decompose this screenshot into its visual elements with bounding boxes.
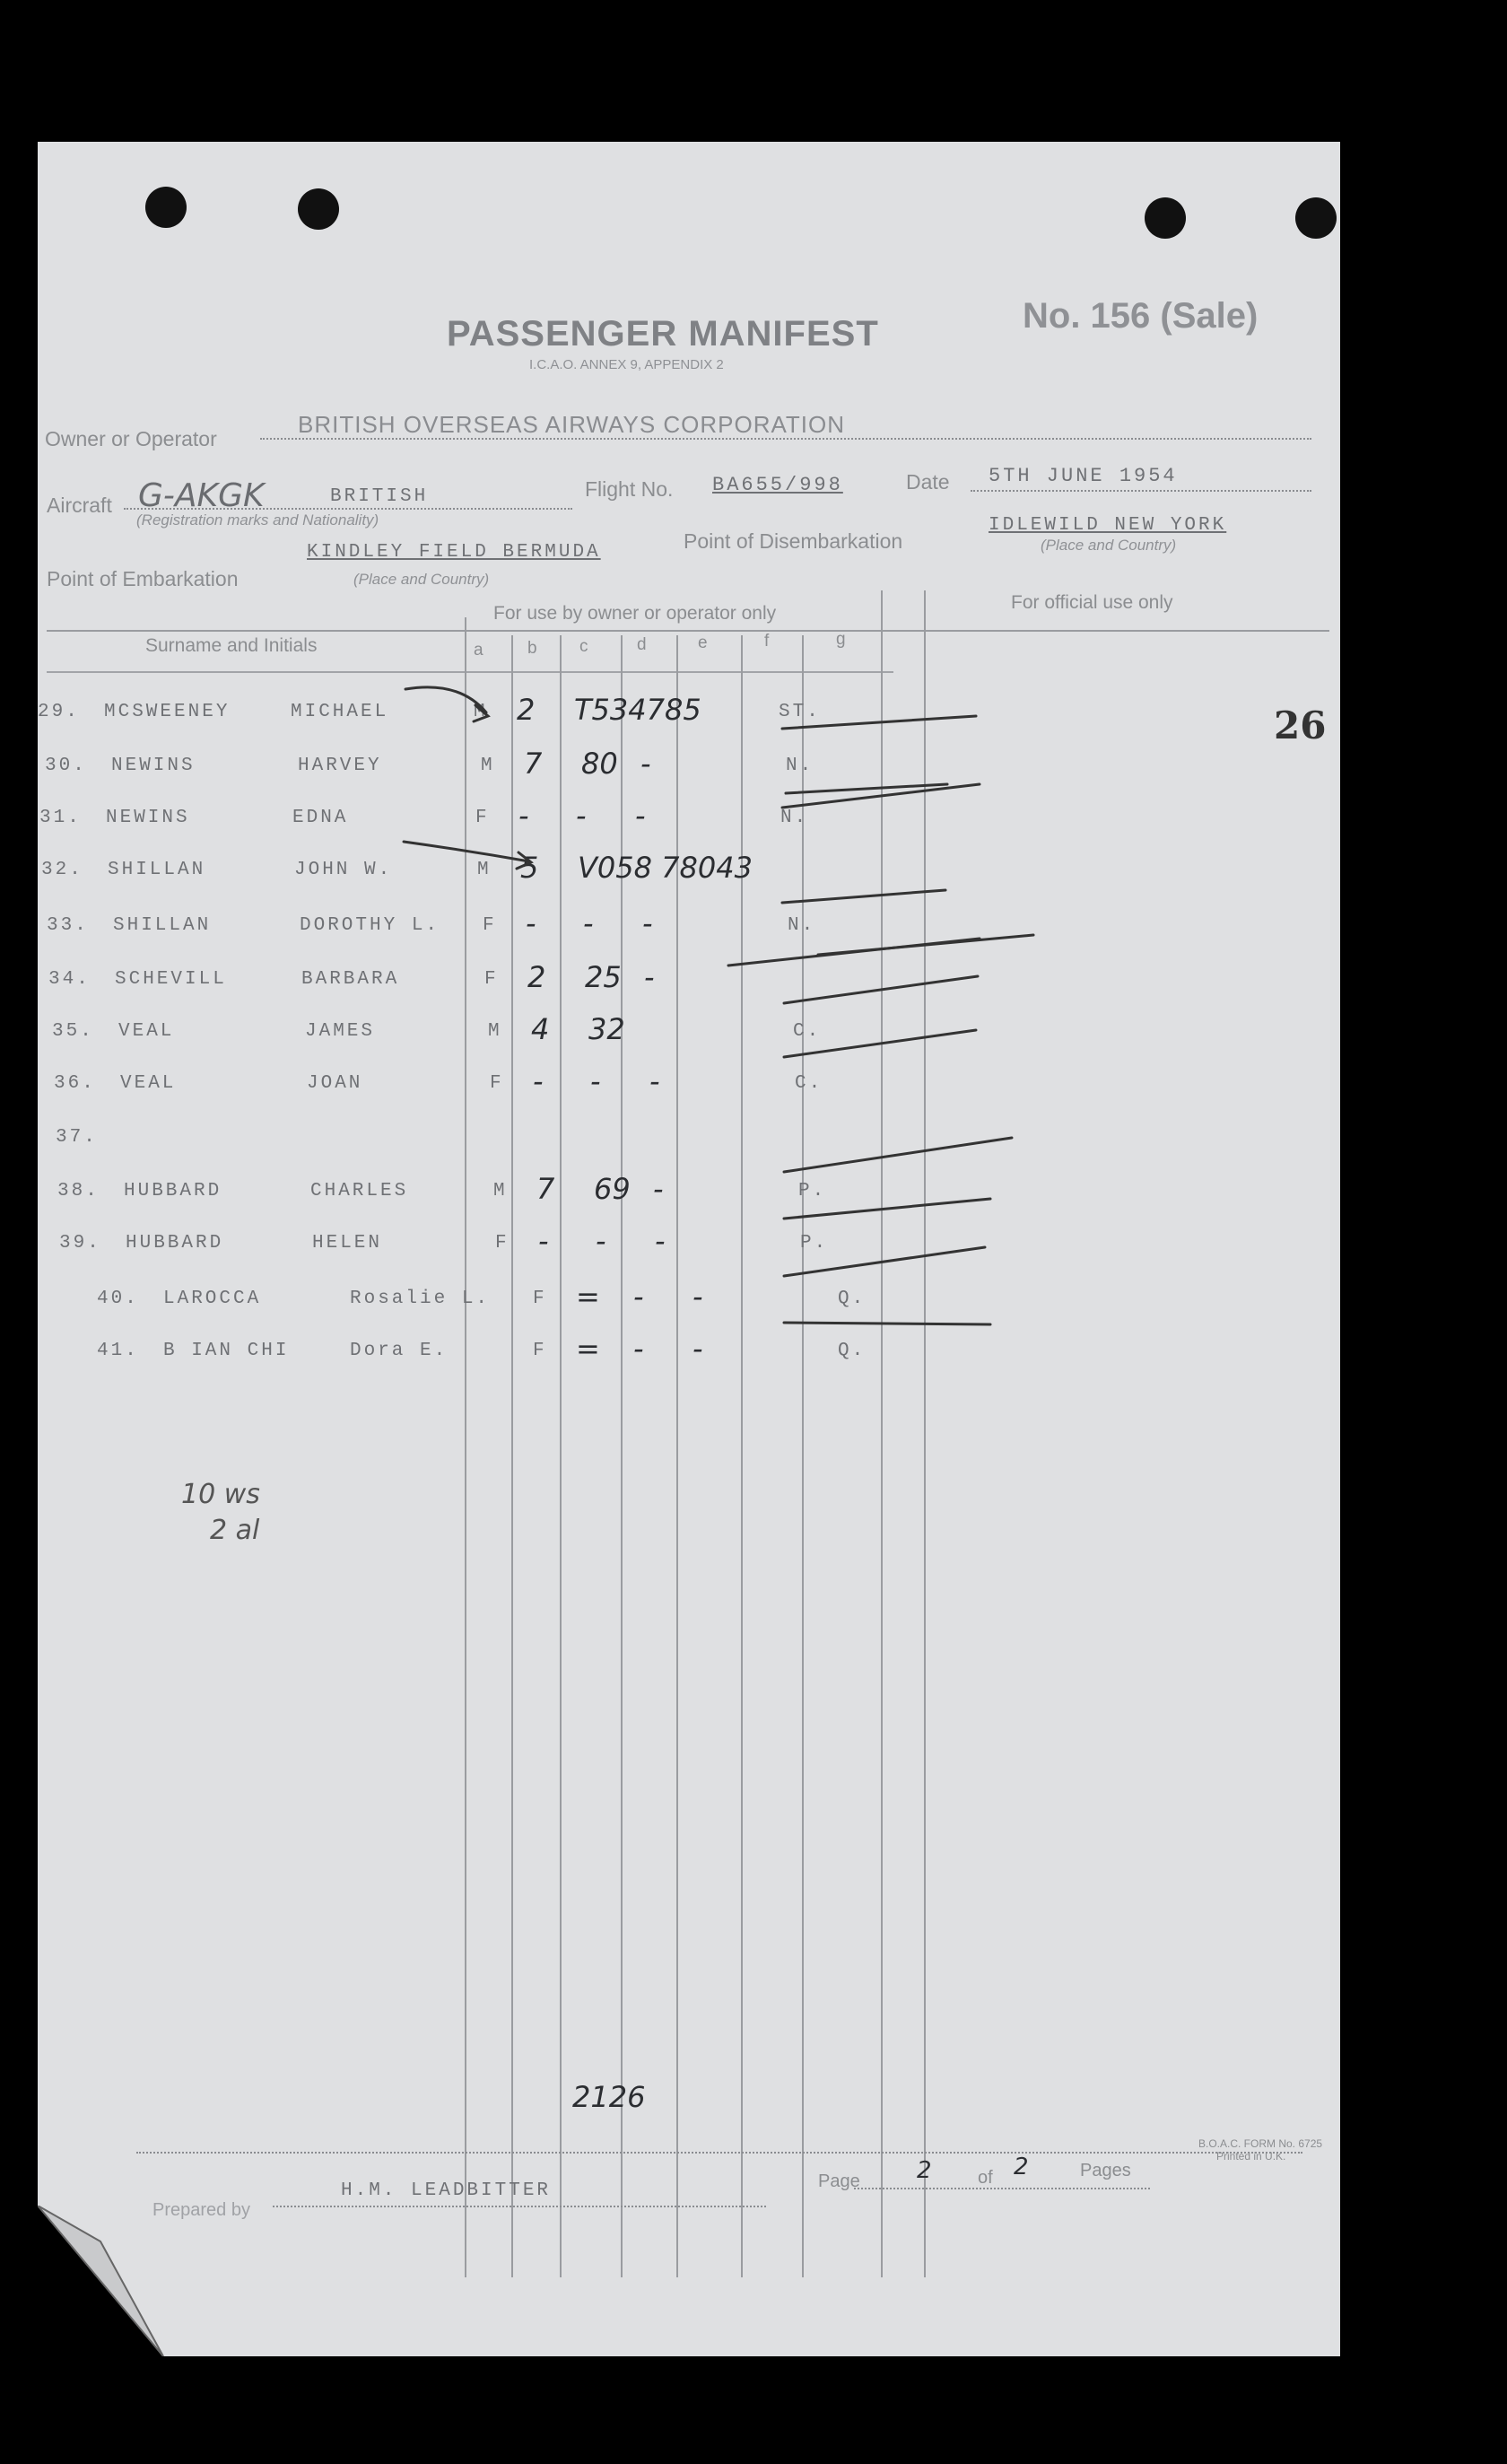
col-b: b: [527, 639, 537, 658]
handwritten-strikes: [38, 142, 1340, 2356]
prepared-label: Prepared by: [152, 2200, 250, 2220]
column-g-value: N.: [786, 756, 814, 776]
passenger-surname: MCSWEENEY: [104, 702, 231, 722]
disembark-label: Point of Disembarkation: [684, 529, 903, 553]
col-g: g: [836, 630, 846, 649]
passenger-given-name: BARBARA: [301, 969, 400, 990]
column-g-value: P.: [798, 1181, 827, 1201]
row-number: 32.: [41, 860, 83, 880]
row-number: 41.: [97, 1341, 139, 1361]
aircraft-caption: (Registration marks and Nationality): [136, 511, 379, 529]
page-line: [854, 2188, 1150, 2189]
embark-label: Point of Embarkation: [47, 567, 239, 590]
row-number: 30.: [45, 756, 87, 776]
passenger-sex: F: [483, 915, 497, 936]
column-c-value: T534785: [574, 693, 701, 727]
column-b-value: =: [576, 1332, 600, 1366]
page-label: Page: [818, 2171, 860, 2191]
column-c-value: -: [633, 1280, 644, 1314]
passenger-given-name: MICHAEL: [291, 702, 389, 722]
row-number: 40.: [97, 1289, 139, 1309]
column-c-value: 25: [585, 960, 622, 994]
passenger-sex: M: [477, 860, 492, 880]
column-d-value: -: [649, 1064, 660, 1098]
passenger-surname: B IAN CHI: [163, 1341, 290, 1361]
column-b-value: 2: [517, 693, 536, 727]
column-g-value: C.: [795, 1073, 823, 1094]
column-g-value: Q.: [838, 1289, 867, 1309]
column-b-value: 4: [531, 1012, 550, 1046]
column-c-value: -: [596, 1224, 606, 1258]
form-number: No. 156 (Sale): [1023, 296, 1259, 336]
passenger-surname: SHILLAN: [108, 860, 206, 880]
passenger-given-name: CHARLES: [310, 1181, 409, 1201]
surname-header: Surname and Initials: [145, 635, 318, 656]
column-d-value: -: [640, 747, 651, 781]
column-g-value: N.: [780, 808, 809, 828]
page-number-stamp: 26: [1274, 703, 1327, 747]
disembark-caption: (Place and Country): [1041, 537, 1177, 554]
passenger-surname: SCHEVILL: [115, 969, 227, 990]
column-d-value: -: [644, 960, 655, 994]
col-a: a: [474, 641, 483, 660]
disembark-value: IDLEWILD NEW YORK: [989, 515, 1227, 536]
row-number: 34.: [48, 969, 91, 990]
column-c-value: 80: [581, 747, 618, 781]
column-g-value: N.: [788, 915, 816, 936]
flight-label: Flight No.: [585, 477, 674, 501]
column-d-value: -: [693, 1280, 703, 1314]
column-b-value: -: [538, 1224, 549, 1258]
owner-label: Owner or Operator: [45, 427, 217, 450]
date-label: Date: [906, 470, 950, 494]
column-g-value: Q.: [838, 1341, 867, 1361]
column-b-value: 7: [524, 747, 543, 781]
passenger-given-name: HELEN: [312, 1233, 383, 1254]
row-number: 35.: [52, 1021, 94, 1042]
row-number: 37.: [56, 1127, 98, 1148]
embark-value: KINDLEY FIELD BERMUDA: [307, 542, 601, 563]
manifest-sheet: [38, 142, 1340, 2356]
row-number: 36.: [54, 1073, 96, 1094]
passenger-given-name: EDNA: [292, 808, 349, 828]
passenger-sex: F: [490, 1073, 504, 1094]
row-number: 38.: [57, 1181, 100, 1201]
column-d-value: -: [642, 906, 653, 940]
column-b-value: -: [518, 799, 529, 833]
passenger-surname: SHILLAN: [113, 915, 212, 936]
column-c-value: 69: [594, 1172, 631, 1206]
passenger-given-name: HARVEY: [298, 756, 382, 776]
passenger-sex: F: [533, 1341, 547, 1361]
passenger-sex: M: [493, 1181, 508, 1201]
passenger-given-name: Dora E.: [350, 1341, 449, 1361]
aircraft-label: Aircraft: [47, 494, 112, 517]
of-value: 2: [1014, 2154, 1029, 2180]
column-d-value: -: [653, 1172, 664, 1206]
column-g-value: C.: [793, 1021, 822, 1042]
column-c-value: V058 78043: [578, 851, 753, 885]
form-subtitle: I.C.A.O. ANNEX 9, APPENDIX 2: [529, 357, 724, 372]
passenger-surname: HUBBARD: [124, 1181, 222, 1201]
prepared-line: [273, 2206, 766, 2207]
col-f: f: [764, 632, 770, 651]
folded-corner: [38, 2206, 199, 2356]
column-g-value: P.: [800, 1233, 829, 1254]
tally-note-2: 2 al: [210, 1515, 260, 1546]
passenger-given-name: JAMES: [305, 1021, 376, 1042]
column-d-value: -: [655, 1224, 666, 1258]
col-d: d: [637, 635, 647, 654]
passenger-given-name: JOHN W.: [294, 860, 393, 880]
passenger-given-name: DOROTHY L.: [300, 915, 440, 936]
column-b-value: 2: [527, 960, 546, 994]
passenger-given-name: Rosalie L.: [350, 1289, 491, 1309]
passenger-surname: VEAL: [120, 1073, 177, 1094]
column-b-value: -: [533, 1064, 544, 1098]
passenger-sex: F: [495, 1233, 510, 1254]
column-g-value: ST.: [779, 702, 821, 722]
form-title: PASSENGER MANIFEST: [447, 314, 879, 354]
passenger-sex: F: [484, 969, 499, 990]
page-value: 2: [917, 2157, 932, 2184]
column-d-value: -: [693, 1332, 703, 1366]
embark-caption: (Place and Country): [353, 571, 490, 588]
owner-use-label: For use by owner or operator only: [493, 603, 777, 624]
column-b-value: 5: [520, 851, 539, 885]
flight-value: BA655/998: [712, 474, 843, 496]
row-number: 39.: [59, 1233, 101, 1254]
column-c-value: -: [576, 799, 587, 833]
date-value: 5TH JUNE 1954: [989, 465, 1178, 487]
tally-note-1: 10 ws: [181, 1479, 260, 1510]
passenger-surname: NEWINS: [106, 808, 190, 828]
of-label: of: [978, 2168, 993, 2188]
passenger-surname: HUBBARD: [126, 1233, 224, 1254]
row-number: 31.: [39, 808, 82, 828]
column-d-value: -: [635, 799, 646, 833]
passenger-sex: M: [481, 756, 495, 776]
printed-in: Printed in U.K.: [1216, 2150, 1286, 2163]
passenger-surname: VEAL: [118, 1021, 175, 1042]
column-c-value: -: [583, 906, 594, 940]
aircraft-nationality: BRITISH: [330, 486, 429, 507]
column-b-value: 7: [536, 1172, 555, 1206]
passenger-sex: F: [475, 808, 490, 828]
passenger-surname: NEWINS: [111, 756, 196, 776]
passenger-surname: LAROCCA: [163, 1289, 262, 1309]
column-b-value: =: [576, 1280, 600, 1314]
col-c: c: [579, 637, 588, 656]
form-ref: B.O.A.C. FORM No. 6725: [1198, 2137, 1323, 2150]
official-use-label: For official use only: [1011, 592, 1173, 613]
aircraft-value: G-AKGK: [138, 477, 265, 514]
footer-rule: [136, 2152, 1302, 2154]
column-c-value: -: [633, 1332, 644, 1366]
pages-label: Pages: [1080, 2161, 1131, 2180]
column-b-value: -: [526, 906, 536, 940]
prepared-value: H.M. LEADBITTER: [341, 2180, 552, 2201]
row-number: 29.: [38, 702, 80, 722]
passenger-given-name: JOAN: [307, 1073, 363, 1094]
column-c-value: -: [590, 1064, 601, 1098]
passenger-sex: F: [533, 1289, 547, 1309]
col-e: e: [698, 633, 708, 652]
column-c-value: 32: [588, 1012, 625, 1046]
owner-value: BRITISH OVERSEAS AIRWAYS CORPORATION: [298, 411, 846, 438]
passenger-sex: M: [488, 1021, 502, 1042]
row-number: 33.: [47, 915, 89, 936]
passenger-sex: M: [474, 702, 488, 722]
bottom-handwritten-mark: 2126: [572, 2080, 646, 2114]
